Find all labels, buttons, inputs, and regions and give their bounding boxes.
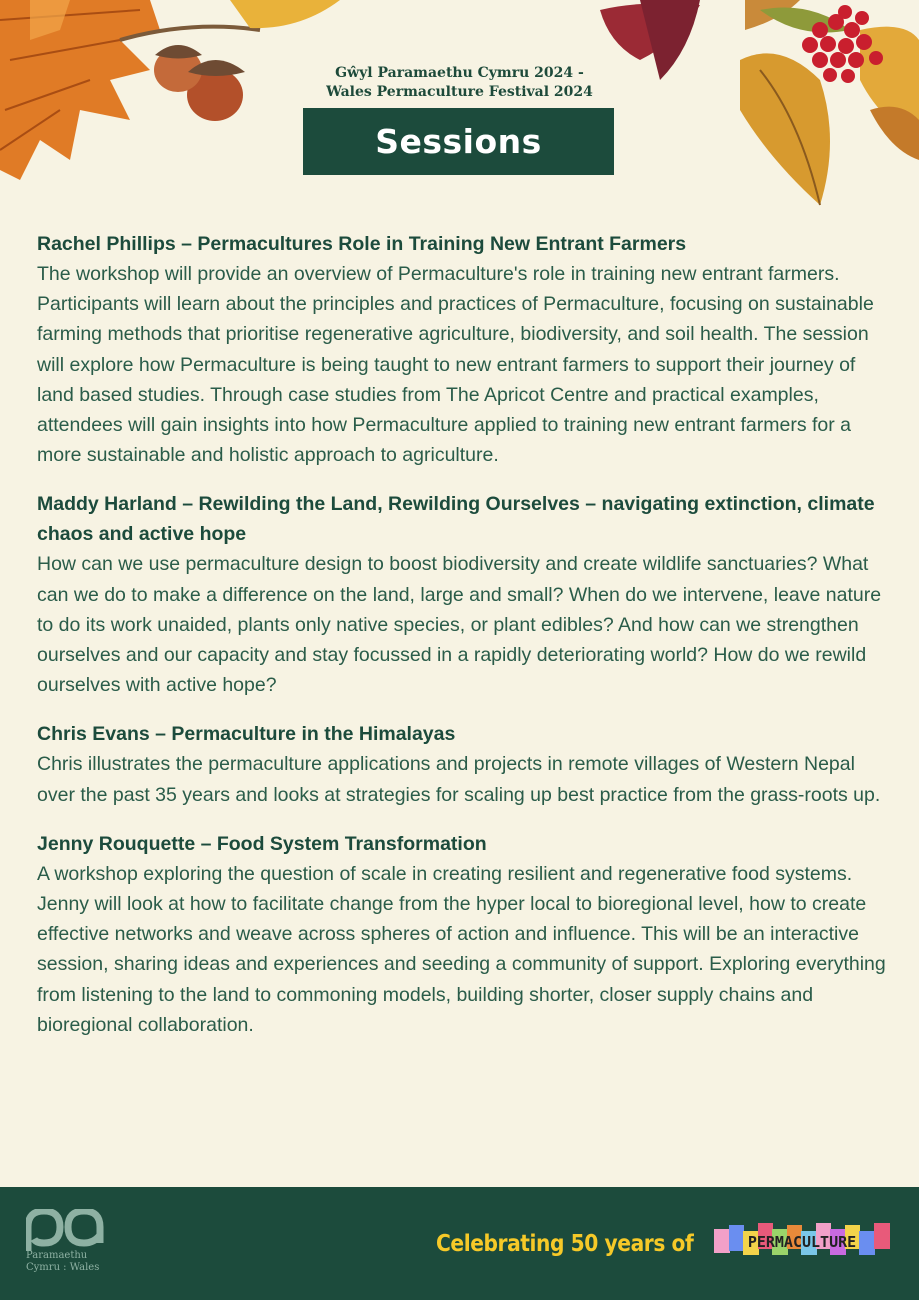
session-maddy-harland — [37, 489, 887, 700]
session-description: The workshop will provide an overview of Permaculture's role in training new entrant farmers. Participants will learn about the principles and practices of Permaculture, focusing on sustainable farming methods that prioritise regenerative agriculture, biodiversity, and soil health. The session will explore how Permaculture is being taught to new entrant farmers to support their journey of land based studies. Through case studies from The Apricot Centre and practical examples, attendees will gain insights into how Permaculture applied to training new entrant farmers for a more sustainable and holistic approach to agriculture. — [37, 263, 874, 467]
session-description: Chris illustrates the permaculture applications and projects in remote villages of Western Nepal over the past 35 years and looks at strategies for scaling up best practice from the grass-roots up. — [37, 753, 881, 806]
session-description: A workshop exploring the question of scale in creating resilient and regenerative food systems. Jenny will look at how to facilitate change from the hyper local to bioregional level, how to create effective networks and weave across spheres of action and influence. This will be an interactive session, sharing ideas and experiences and seeding a community of support. Exploring everything from listening to the land to commoning models, building shorter, closer supply chains and bioregional collaboration. — [37, 862, 886, 1036]
paramaethu-logo-icon — [26, 1209, 104, 1251]
permaculture-collage-logo — [714, 1219, 894, 1267]
festival-title — [0, 64, 919, 102]
logo-text — [26, 1250, 99, 1274]
session-rachel-phillips — [37, 229, 887, 470]
session-title: Chris Evans – Permaculture in the Himalayas — [37, 723, 456, 746]
session-chris-evans — [37, 719, 887, 809]
session-jenny-rouquette — [37, 829, 887, 1040]
festival-title-english: Wales Permaculture Festival 2024 — [326, 84, 593, 100]
sessions-list — [37, 229, 887, 1059]
celebrating-tagline: Celebrating 50 years of — [436, 1231, 694, 1257]
session-title: Rachel Phillips – Permacultures Role in Training New Entrant Farmers — [37, 233, 687, 255]
logo-text-english: Cymru : Wales — [26, 1262, 100, 1273]
logo-text-welsh: Paramaethu — [26, 1250, 88, 1261]
sessions-banner: Sessions — [303, 108, 614, 175]
session-title: Jenny Rouquette – Food System Transformation — [37, 832, 487, 855]
permaculture-word: PERMACULTURE — [747, 1233, 857, 1251]
session-description: How can we use permaculture design to boost biodiversity and create wildlife sanctuaries? What can we do to make a difference on the land, large and small? When do we intervene, leave nature to do its work unaided, plants only native species, or plant edibles? And how can we strengthen ourselves and our capacity and stay focussed in a rapidly deteriorating world? How do we rewild ourselves with active hope? — [37, 553, 882, 697]
footer — [0, 1187, 919, 1300]
festival-title-welsh: Gŵyl Paramaethu Cymru 2024 - — [335, 65, 584, 81]
session-title: Maddy Harland – Rewilding the Land, Rewilding Ourselves – navigating extinction, climate chaos and active hope — [37, 493, 875, 546]
